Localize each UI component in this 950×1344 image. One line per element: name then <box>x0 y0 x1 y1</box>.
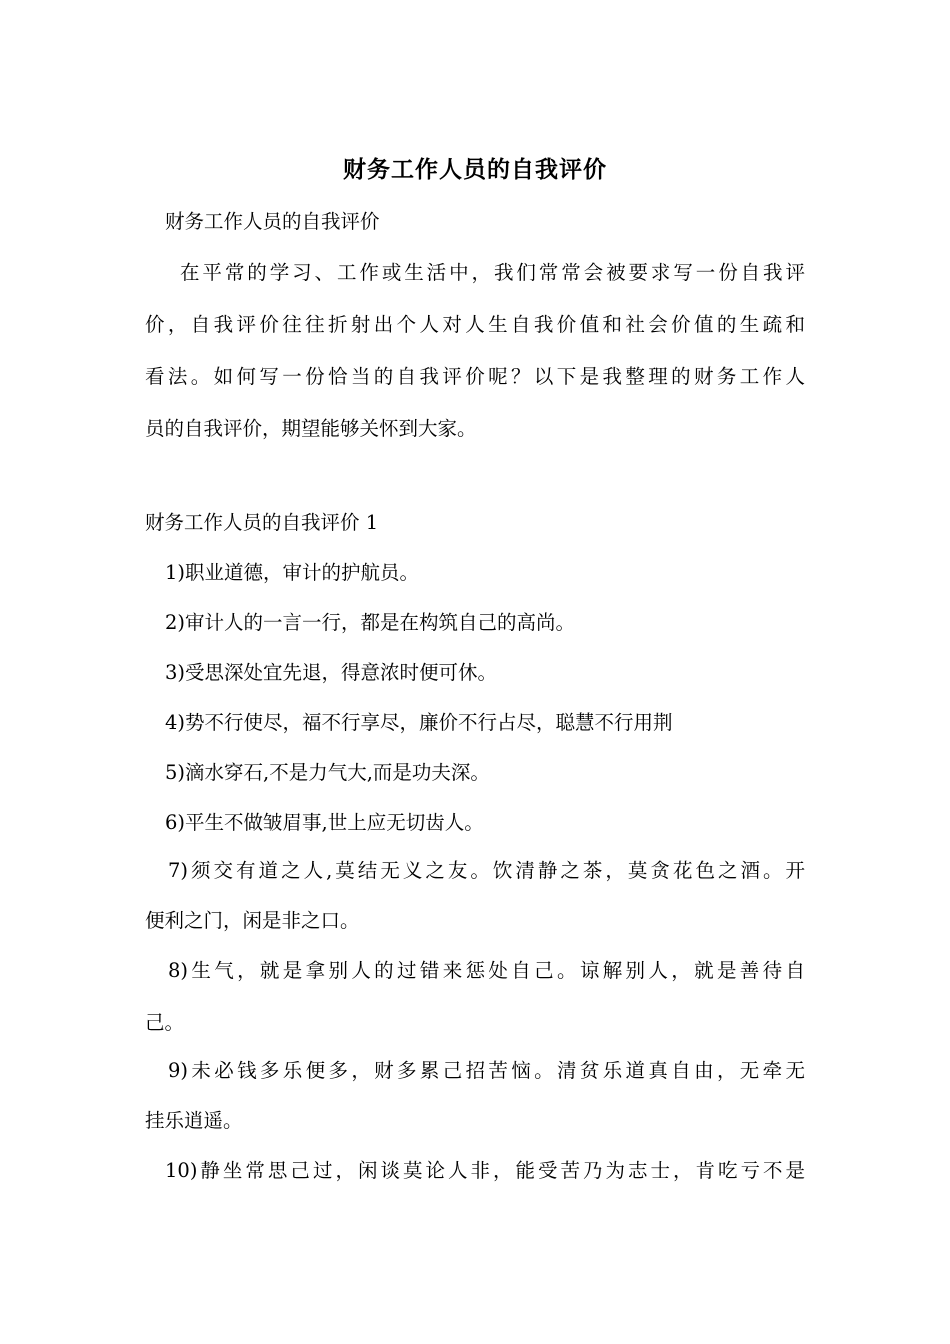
document-subtitle: 财务工作人员的自我评价 <box>165 210 380 233</box>
list-item-7-line-2: 便利之门，闲是非之口。 <box>145 909 360 932</box>
list-item-8-line-1: 8)生气，就是拿别人的过错来惩处自己。谅解别人，就是善待自 <box>168 959 805 982</box>
list-item-4: 4)势不行使尽，福不行享尽，廉价不行占尽，聪慧不行用荆 <box>165 711 673 734</box>
list-item-8-line-2: 己。 <box>145 1011 185 1034</box>
list-item-9-line-2: 挂乐逍遥。 <box>145 1109 243 1132</box>
list-item-9-line-1: 9)未必钱多乐便多，财多累己招苦恼。清贫乐道真自由，无牵无 <box>168 1059 805 1082</box>
list-item-1: 1)职业道德，审计的护航员。 <box>165 561 420 584</box>
section-heading: 财务工作人员的自我评价 1 <box>145 511 379 534</box>
document-title: 财务工作人员的自我评价 <box>343 156 607 183</box>
list-item-5: 5)滴水穿石,不是力气大,而是功夫深。 <box>165 761 490 784</box>
list-item-6: 6)平生不做皱眉事,世上应无切齿人。 <box>165 811 484 834</box>
list-item-2: 2)审计人的一言一行，都是在构筑自己的高尚。 <box>165 611 576 634</box>
list-item-3: 3)受思深处宜先退，得意浓时便可休。 <box>165 661 498 684</box>
list-item-7-line-1: 7)须交有道之人,莫结无义之友。饮清静之茶，莫贪花色之酒。开 <box>168 859 805 882</box>
intro-line-1: 在平常的学习、工作或生活中，我们常常会被要求写一份自我评 <box>180 261 805 284</box>
intro-line-3: 看法。如何写一份恰当的自我评价呢？以下是我整理的财务工作人 <box>145 365 805 388</box>
list-item-10-line-1: 10)静坐常思己过，闲谈莫论人非，能受苦乃为志士，肯吃亏不是 <box>165 1159 805 1182</box>
intro-line-4: 员的自我评价，期望能够关怀到大家。 <box>145 417 477 440</box>
intro-line-2: 价，自我评价往往折射出个人对人生自我价值和社会价值的生疏和 <box>145 313 805 336</box>
